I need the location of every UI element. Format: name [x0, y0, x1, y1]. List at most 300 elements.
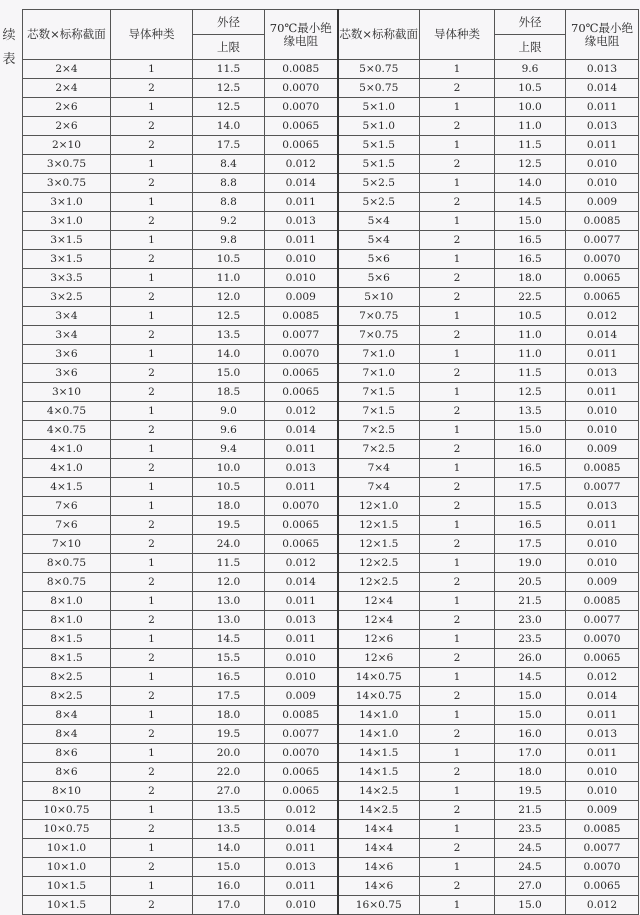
left-core-section-cell: 4×1.5	[23, 478, 111, 497]
left-core-section-cell: 8×0.75	[23, 554, 111, 573]
right-insulation-cell: 0.0070	[566, 858, 639, 877]
right-conductor-type-cell: 2	[420, 535, 495, 554]
right-insulation-cell: 0.013	[566, 497, 639, 516]
left-outer-diameter-cell: 12.5	[193, 98, 265, 117]
right-insulation-cell: 0.0085	[566, 459, 639, 478]
right-insulation-cell: 0.014	[566, 687, 639, 706]
left-insulation-cell: 0.0070	[265, 98, 338, 117]
left-outer-diameter-cell: 9.6	[193, 421, 265, 440]
right-outer-diameter-cell: 12.5	[495, 155, 566, 174]
right-core-section-cell: 14×6	[338, 858, 420, 877]
table-row	[23, 535, 639, 554]
right-core-section-cell: 16×0.75	[338, 896, 420, 915]
right-outer-diameter-cell: 11.5	[495, 136, 566, 155]
left-conductor-type-cell: 2	[111, 459, 193, 478]
right-insulation-cell: 0.0070	[566, 250, 639, 269]
right-core-section-cell: 12×6	[338, 630, 420, 649]
right-insulation-cell: 0.0085	[566, 212, 639, 231]
left-conductor-type-cell: 2	[111, 212, 193, 231]
header-min-insulation: 70℃最小绝缘电阻	[265, 10, 338, 60]
header-conductor-type-right: 导体种类	[420, 10, 495, 60]
left-insulation-cell: 0.0077	[265, 725, 338, 744]
right-conductor-type-cell: 1	[420, 98, 495, 117]
right-conductor-type-cell: 1	[420, 744, 495, 763]
right-insulation-cell: 0.013	[566, 364, 639, 383]
right-conductor-type-cell: 2	[420, 478, 495, 497]
left-conductor-type-cell: 1	[111, 706, 193, 725]
left-conductor-type-cell: 2	[111, 326, 193, 345]
table-row	[23, 554, 639, 573]
right-insulation-cell: 0.0077	[566, 611, 639, 630]
right-insulation-cell: 0.009	[566, 573, 639, 592]
right-conductor-type-cell: 1	[420, 820, 495, 839]
left-insulation-cell: 0.013	[265, 858, 338, 877]
table-row	[23, 744, 639, 763]
right-outer-diameter-cell: 16.5	[495, 459, 566, 478]
right-outer-diameter-cell: 17.5	[495, 535, 566, 554]
right-conductor-type-cell: 2	[420, 193, 495, 212]
right-conductor-type-cell: 1	[420, 554, 495, 573]
right-conductor-type-cell: 2	[420, 649, 495, 668]
left-conductor-type-cell: 1	[111, 193, 193, 212]
table-row	[23, 98, 639, 117]
left-outer-diameter-cell: 18.0	[193, 497, 265, 516]
right-outer-diameter-cell: 16.5	[495, 250, 566, 269]
right-conductor-type-cell: 2	[420, 763, 495, 782]
left-core-section-cell: 7×6	[23, 497, 111, 516]
right-insulation-cell: 0.009	[566, 801, 639, 820]
left-insulation-cell: 0.012	[265, 155, 338, 174]
right-core-section-cell: 5×2.5	[338, 193, 420, 212]
table-row	[23, 307, 639, 326]
right-core-section-cell: 12×6	[338, 649, 420, 668]
table-row	[23, 212, 639, 231]
table-row	[23, 877, 639, 896]
right-conductor-type-cell: 1	[420, 383, 495, 402]
right-outer-diameter-cell: 23.0	[495, 611, 566, 630]
table-row	[23, 649, 639, 668]
right-insulation-cell: 0.011	[566, 706, 639, 725]
left-insulation-cell: 0.009	[265, 288, 338, 307]
right-outer-diameter-cell: 15.0	[495, 421, 566, 440]
left-core-section-cell: 3×1.0	[23, 212, 111, 231]
left-outer-diameter-cell: 27.0	[193, 782, 265, 801]
right-insulation-cell: 0.011	[566, 516, 639, 535]
right-outer-diameter-cell: 23.5	[495, 630, 566, 649]
table-row	[23, 440, 639, 459]
right-insulation-cell: 0.013	[566, 117, 639, 136]
right-outer-diameter-cell: 15.0	[495, 212, 566, 231]
right-insulation-cell: 0.014	[566, 326, 639, 345]
right-conductor-type-cell: 2	[420, 117, 495, 136]
table-body	[23, 60, 639, 915]
left-core-section-cell: 8×2.5	[23, 687, 111, 706]
right-core-section-cell: 5×0.75	[338, 60, 420, 79]
left-conductor-type-cell: 1	[111, 668, 193, 687]
left-insulation-cell: 0.0070	[265, 497, 338, 516]
left-outer-diameter-cell: 17.0	[193, 896, 265, 915]
left-outer-diameter-cell: 16.0	[193, 877, 265, 896]
table-row	[23, 421, 639, 440]
left-insulation-cell: 0.010	[265, 668, 338, 687]
right-conductor-type-cell: 1	[420, 592, 495, 611]
right-core-section-cell: 7×2.5	[338, 421, 420, 440]
left-conductor-type-cell: 2	[111, 136, 193, 155]
table-row	[23, 288, 639, 307]
right-core-section-cell: 12×1.5	[338, 516, 420, 535]
left-conductor-type-cell: 2	[111, 896, 193, 915]
left-conductor-type-cell: 1	[111, 402, 193, 421]
right-conductor-type-cell: 2	[420, 725, 495, 744]
left-insulation-cell: 0.0070	[265, 345, 338, 364]
right-insulation-cell: 0.010	[566, 155, 639, 174]
left-outer-diameter-cell: 9.8	[193, 231, 265, 250]
left-outer-diameter-cell: 18.5	[193, 383, 265, 402]
left-outer-diameter-cell: 24.0	[193, 535, 265, 554]
table-row	[23, 117, 639, 136]
left-insulation-cell: 0.0065	[265, 136, 338, 155]
left-conductor-type-cell: 2	[111, 820, 193, 839]
left-conductor-type-cell: 2	[111, 573, 193, 592]
left-insulation-cell: 0.0065	[265, 782, 338, 801]
right-insulation-cell: 0.010	[566, 782, 639, 801]
right-conductor-type-cell: 2	[420, 440, 495, 459]
right-insulation-cell: 0.011	[566, 345, 639, 364]
table-row	[23, 573, 639, 592]
right-core-section-cell: 14×1.5	[338, 744, 420, 763]
left-conductor-type-cell: 1	[111, 307, 193, 326]
left-insulation-cell: 0.014	[265, 573, 338, 592]
left-core-section-cell: 3×10	[23, 383, 111, 402]
left-conductor-type-cell: 2	[111, 687, 193, 706]
left-insulation-cell: 0.0085	[265, 60, 338, 79]
right-outer-diameter-cell: 16.5	[495, 516, 566, 535]
left-conductor-type-cell: 1	[111, 592, 193, 611]
right-conductor-type-cell: 2	[420, 231, 495, 250]
right-conductor-type-cell: 1	[420, 896, 495, 915]
right-conductor-type-cell: 1	[420, 459, 495, 478]
left-insulation-cell: 0.014	[265, 174, 338, 193]
right-insulation-cell: 0.012	[566, 307, 639, 326]
left-insulation-cell: 0.0077	[265, 326, 338, 345]
table-row	[23, 801, 639, 820]
left-conductor-type-cell: 1	[111, 345, 193, 364]
table-row	[23, 250, 639, 269]
right-insulation-cell: 0.0065	[566, 649, 639, 668]
left-core-section-cell: 10×1.0	[23, 839, 111, 858]
side-label-char-2: 表	[2, 52, 16, 67]
right-conductor-type-cell: 2	[420, 364, 495, 383]
left-insulation-cell: 0.011	[265, 877, 338, 896]
right-outer-diameter-cell: 27.0	[495, 877, 566, 896]
table-row	[23, 269, 639, 288]
table-row	[23, 858, 639, 877]
left-insulation-cell: 0.012	[265, 554, 338, 573]
left-core-section-cell: 3×6	[23, 364, 111, 383]
left-core-section-cell: 2×6	[23, 117, 111, 136]
left-insulation-cell: 0.011	[265, 478, 338, 497]
left-conductor-type-cell: 1	[111, 98, 193, 117]
left-core-section-cell: 7×6	[23, 516, 111, 535]
header-conductor-type: 导体种类	[111, 10, 193, 60]
left-outer-diameter-cell: 11.5	[193, 60, 265, 79]
right-core-section-cell: 12×4	[338, 592, 420, 611]
table-row	[23, 782, 639, 801]
right-core-section-cell: 5×4	[338, 231, 420, 250]
left-core-section-cell: 3×3.5	[23, 269, 111, 288]
left-insulation-cell: 0.014	[265, 421, 338, 440]
right-core-section-cell: 12×2.5	[338, 573, 420, 592]
left-outer-diameter-cell: 13.5	[193, 820, 265, 839]
right-conductor-type-cell: 1	[420, 345, 495, 364]
table-row	[23, 383, 639, 402]
right-insulation-cell: 0.010	[566, 554, 639, 573]
table-row	[23, 706, 639, 725]
left-insulation-cell: 0.013	[265, 611, 338, 630]
left-core-section-cell: 10×0.75	[23, 801, 111, 820]
left-conductor-type-cell: 2	[111, 649, 193, 668]
right-insulation-cell: 0.014	[566, 79, 639, 98]
table-row	[23, 611, 639, 630]
left-outer-diameter-cell: 19.5	[193, 725, 265, 744]
right-outer-diameter-cell: 11.5	[495, 364, 566, 383]
right-outer-diameter-cell: 11.0	[495, 117, 566, 136]
header-outer-diameter: 外径	[193, 10, 265, 35]
right-insulation-cell: 0.010	[566, 763, 639, 782]
left-outer-diameter-cell: 13.5	[193, 326, 265, 345]
side-label-char-1: 续	[2, 28, 16, 43]
left-insulation-cell: 0.010	[265, 896, 338, 915]
table-header	[23, 10, 639, 60]
right-insulation-cell: 0.010	[566, 402, 639, 421]
right-core-section-cell: 14×6	[338, 877, 420, 896]
right-conductor-type-cell: 2	[420, 839, 495, 858]
left-insulation-cell: 0.0065	[265, 535, 338, 554]
header-outer-diameter-right: 外径	[495, 10, 566, 35]
left-core-section-cell: 8×1.5	[23, 630, 111, 649]
left-insulation-cell: 0.009	[265, 687, 338, 706]
table-row	[23, 193, 639, 212]
right-core-section-cell: 12×1.5	[338, 535, 420, 554]
header-upper-limit: 上限	[193, 35, 265, 60]
left-core-section-cell: 3×4	[23, 326, 111, 345]
right-outer-diameter-cell: 11.0	[495, 345, 566, 364]
right-conductor-type-cell: 2	[420, 269, 495, 288]
left-core-section-cell: 10×0.75	[23, 820, 111, 839]
left-outer-diameter-cell: 9.4	[193, 440, 265, 459]
right-outer-diameter-cell: 14.5	[495, 193, 566, 212]
left-core-section-cell: 8×4	[23, 706, 111, 725]
right-core-section-cell: 5×0.75	[338, 79, 420, 98]
right-conductor-type-cell: 1	[420, 706, 495, 725]
right-insulation-cell: 0.009	[566, 193, 639, 212]
right-conductor-type-cell: 1	[420, 858, 495, 877]
right-core-section-cell: 14×2.5	[338, 801, 420, 820]
left-core-section-cell: 4×1.0	[23, 459, 111, 478]
right-conductor-type-cell: 2	[420, 402, 495, 421]
left-insulation-cell: 0.011	[265, 839, 338, 858]
right-insulation-cell: 0.013	[566, 60, 639, 79]
left-insulation-cell: 0.011	[265, 440, 338, 459]
right-outer-diameter-cell: 26.0	[495, 649, 566, 668]
table-row	[23, 345, 639, 364]
right-insulation-cell: 0.009	[566, 440, 639, 459]
table-row	[23, 630, 639, 649]
left-core-section-cell: 3×1.5	[23, 250, 111, 269]
left-outer-diameter-cell: 12.0	[193, 573, 265, 592]
table-row	[23, 79, 639, 98]
left-insulation-cell: 0.012	[265, 801, 338, 820]
right-core-section-cell: 5×6	[338, 250, 420, 269]
right-core-section-cell: 5×10	[338, 288, 420, 307]
left-conductor-type-cell: 2	[111, 421, 193, 440]
right-outer-diameter-cell: 21.5	[495, 592, 566, 611]
left-outer-diameter-cell: 9.0	[193, 402, 265, 421]
left-outer-diameter-cell: 17.5	[193, 136, 265, 155]
right-conductor-type-cell: 1	[420, 212, 495, 231]
left-insulation-cell: 0.0070	[265, 79, 338, 98]
right-conductor-type-cell: 2	[420, 288, 495, 307]
left-conductor-type-cell: 2	[111, 858, 193, 877]
left-core-section-cell: 2×4	[23, 79, 111, 98]
right-insulation-cell: 0.010	[566, 421, 639, 440]
right-outer-diameter-cell: 11.0	[495, 326, 566, 345]
right-insulation-cell: 0.0070	[566, 630, 639, 649]
left-conductor-type-cell: 2	[111, 250, 193, 269]
left-insulation-cell: 0.0065	[265, 516, 338, 535]
left-conductor-type-cell: 2	[111, 725, 193, 744]
table-row	[23, 763, 639, 782]
left-insulation-cell: 0.0065	[265, 117, 338, 136]
left-outer-diameter-cell: 9.2	[193, 212, 265, 231]
left-conductor-type-cell: 1	[111, 877, 193, 896]
right-core-section-cell: 5×1.5	[338, 136, 420, 155]
left-outer-diameter-cell: 10.5	[193, 478, 265, 497]
right-outer-diameter-cell: 16.5	[495, 231, 566, 250]
right-insulation-cell: 0.0065	[566, 269, 639, 288]
right-insulation-cell: 0.012	[566, 896, 639, 915]
right-insulation-cell: 0.010	[566, 535, 639, 554]
left-conductor-type-cell: 1	[111, 839, 193, 858]
right-core-section-cell: 14×1.5	[338, 763, 420, 782]
table-row	[23, 364, 639, 383]
right-core-section-cell: 7×1.5	[338, 383, 420, 402]
table-row	[23, 592, 639, 611]
table-row	[23, 516, 639, 535]
right-core-section-cell: 7×0.75	[338, 307, 420, 326]
right-core-section-cell: 5×1.5	[338, 155, 420, 174]
left-core-section-cell: 8×2.5	[23, 668, 111, 687]
right-conductor-type-cell: 2	[420, 326, 495, 345]
left-outer-diameter-cell: 15.0	[193, 364, 265, 383]
left-insulation-cell: 0.0070	[265, 744, 338, 763]
right-conductor-type-cell: 2	[420, 79, 495, 98]
left-conductor-type-cell: 1	[111, 554, 193, 573]
table-row	[23, 136, 639, 155]
right-outer-diameter-cell: 15.0	[495, 687, 566, 706]
table-row	[23, 155, 639, 174]
right-outer-diameter-cell: 12.5	[495, 383, 566, 402]
left-conductor-type-cell: 2	[111, 535, 193, 554]
right-core-section-cell: 7×1.5	[338, 402, 420, 421]
left-insulation-cell: 0.011	[265, 231, 338, 250]
right-core-section-cell: 14×1.0	[338, 725, 420, 744]
table-row	[23, 326, 639, 345]
right-outer-diameter-cell: 22.5	[495, 288, 566, 307]
right-core-section-cell: 7×0.75	[338, 326, 420, 345]
left-core-section-cell: 3×1.0	[23, 193, 111, 212]
left-insulation-cell: 0.011	[265, 592, 338, 611]
left-outer-diameter-cell: 10.5	[193, 250, 265, 269]
left-core-section-cell: 8×6	[23, 744, 111, 763]
left-insulation-cell: 0.0065	[265, 364, 338, 383]
left-core-section-cell: 10×1.5	[23, 877, 111, 896]
left-insulation-cell: 0.011	[265, 630, 338, 649]
right-insulation-cell: 0.0065	[566, 288, 639, 307]
left-outer-diameter-cell: 8.4	[193, 155, 265, 174]
right-outer-diameter-cell: 15.0	[495, 706, 566, 725]
right-outer-diameter-cell: 19.0	[495, 554, 566, 573]
table-row	[23, 478, 639, 497]
right-outer-diameter-cell: 15.0	[495, 896, 566, 915]
right-insulation-cell: 0.0085	[566, 820, 639, 839]
left-conductor-type-cell: 1	[111, 630, 193, 649]
left-core-section-cell: 8×1.0	[23, 592, 111, 611]
left-conductor-type-cell: 1	[111, 497, 193, 516]
left-conductor-type-cell: 2	[111, 174, 193, 193]
header-core-section: 芯数×标称截面	[23, 10, 111, 60]
left-insulation-cell: 0.0085	[265, 307, 338, 326]
right-conductor-type-cell: 2	[420, 801, 495, 820]
left-conductor-type-cell: 1	[111, 478, 193, 497]
right-outer-diameter-cell: 17.0	[495, 744, 566, 763]
right-core-section-cell: 12×4	[338, 611, 420, 630]
left-core-section-cell: 3×4	[23, 307, 111, 326]
right-insulation-cell: 0.011	[566, 744, 639, 763]
right-core-section-cell: 14×0.75	[338, 687, 420, 706]
left-conductor-type-cell: 2	[111, 79, 193, 98]
right-outer-diameter-cell: 10.5	[495, 307, 566, 326]
right-insulation-cell: 0.0077	[566, 478, 639, 497]
right-core-section-cell: 14×4	[338, 820, 420, 839]
left-core-section-cell: 2×6	[23, 98, 111, 117]
right-outer-diameter-cell: 14.0	[495, 174, 566, 193]
right-conductor-type-cell: 1	[420, 516, 495, 535]
left-conductor-type-cell: 1	[111, 269, 193, 288]
right-outer-diameter-cell: 20.5	[495, 573, 566, 592]
left-core-section-cell: 8×10	[23, 782, 111, 801]
left-insulation-cell: 0.010	[265, 269, 338, 288]
left-insulation-cell: 0.011	[265, 193, 338, 212]
table-row	[23, 668, 639, 687]
table-row	[23, 497, 639, 516]
right-core-section-cell: 5×1.0	[338, 98, 420, 117]
left-conductor-type-cell: 1	[111, 440, 193, 459]
right-insulation-cell: 0.013	[566, 725, 639, 744]
right-insulation-cell: 0.0085	[566, 592, 639, 611]
left-conductor-type-cell: 2	[111, 117, 193, 136]
left-conductor-type-cell: 2	[111, 383, 193, 402]
right-conductor-type-cell: 1	[420, 421, 495, 440]
right-core-section-cell: 14×1.0	[338, 706, 420, 725]
right-conductor-type-cell: 1	[420, 782, 495, 801]
left-outer-diameter-cell: 15.0	[193, 858, 265, 877]
left-outer-diameter-cell: 14.5	[193, 630, 265, 649]
left-conductor-type-cell: 1	[111, 231, 193, 250]
cable-spec-table	[22, 9, 639, 915]
right-core-section-cell: 7×4	[338, 459, 420, 478]
right-core-section-cell: 7×1.0	[338, 345, 420, 364]
